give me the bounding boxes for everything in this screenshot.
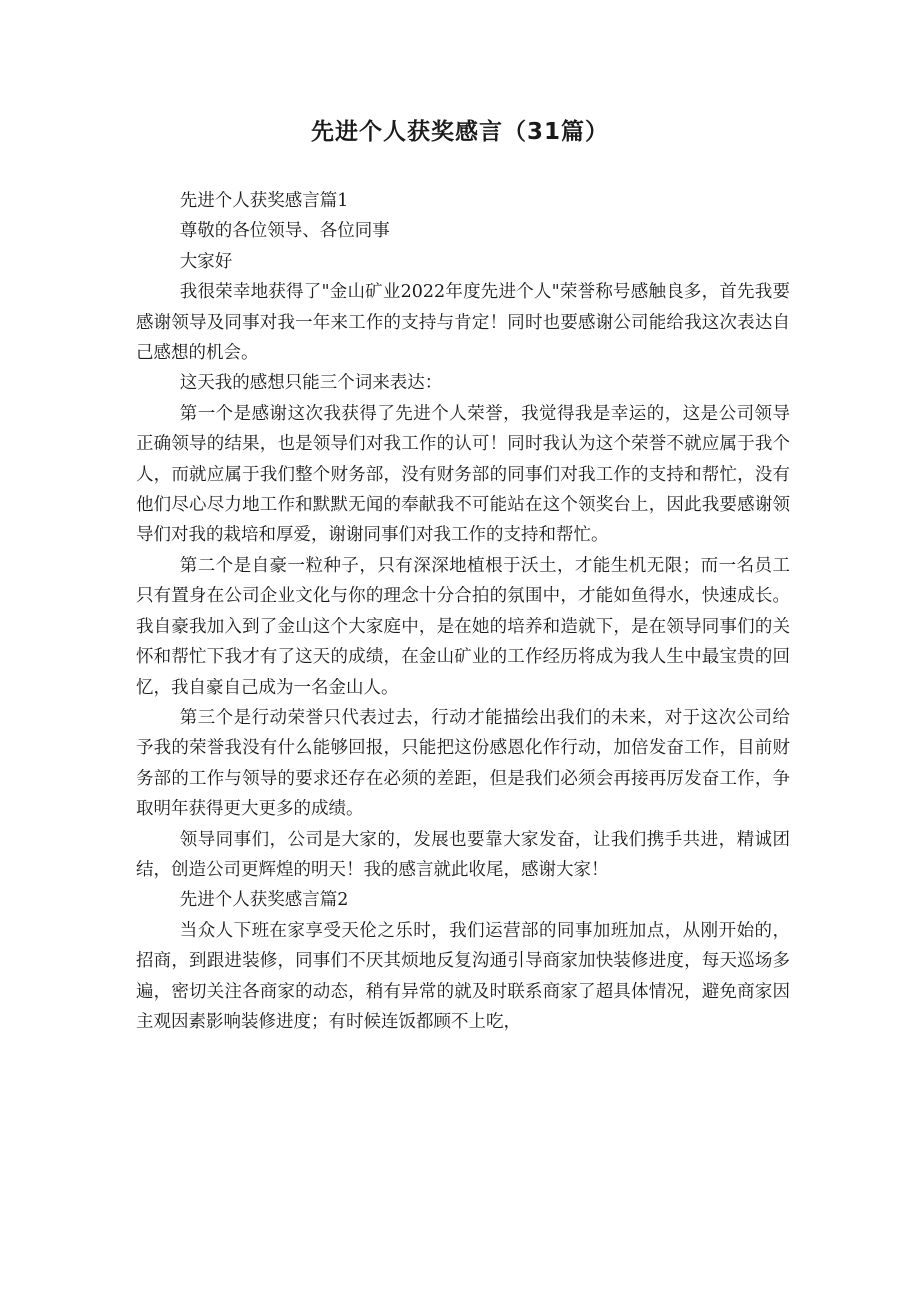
paragraph: 第三个是行动荣誉只代表过去，行动才能描绘出我们的未来，对于这次公司给予我的荣誉我没有什么能够回报，只能把这份感恩化作行动，加倍发奋工作，目前财务部的工作与领导的要求还存在必须的差距，但是我们必须会再接再厉发奋工作，争取明年获得更大更多的成绩。 [136, 707, 790, 820]
paragraph-salutation: 尊敬的各位领导、各位同事 [179, 221, 390, 242]
document-title: 先进个人获奖感言（31篇） [310, 119, 609, 145]
section-heading-1: 先进个人获奖感言篇1 [179, 191, 349, 211]
paragraph: 当众人下班在家享受天伦之乐时，我们运营部的同事加班加点，从刚开始的，招商，到跟进装修，同事们不厌其烦地反复沟通引导商家加快装修进度，每天巡场多遍，密切关注各商家的动态，稍有异常的就及时联系商家了超具体情况，避免商家因主观因素影响装修进度；有时候连饭都顾不上吃， [136, 920, 790, 1032]
paragraph: 领导同事们，公司是大家的，发展也要靠大家发奋，让我们携手共进，精诚团结，创造公司更辉煌的明天！我的感言就此收尾，感谢大家！ [136, 829, 790, 880]
paragraph: 第二个是自豪一粒种子，只有深深地植根于沃土，才能生机无限；而一名员工只有置身在公司企业文化与你的理念十分合拍的氛围中，才能如鱼得水，快速成长。我自豪我加入到了金山这个大家庭中，是在她的培养和造就下，是在领导同事们的关怀和帮忙下我才有了这天的成绩，在金山矿业的工作经历将成为我人生中最宝贵的回忆，我自豪自己成为一名金山人。 [136, 555, 790, 698]
paragraph: 我很荣幸地获得了"金山矿业2022年度先进个人"荣誉称号感触良多，首先我要感谢领导及同事对我一年来工作的支持与肯定！同时也要感谢公司能给我这次表达自己感想的机会。 [136, 282, 790, 364]
paragraph-greeting: 大家好 [179, 251, 233, 272]
document-body [136, 186, 790, 1037]
paragraph: 第一个是感谢这次我获得了先进个人荣誉，我觉得我是幸运的，这是公司领导正确领导的结果，也是领导们对我工作的认可！同时我认为这个荣誉不就应属于我个人，而就应属于我们整个财务部，没有财务部的同事们对我工作的支持和帮忙，没有他们尽心尽力地工作和默默无闻的奉献我不可能站在这个领奖台上，因此我要感谢领导们对我的栽培和厚爱，谢谢同事们对我工作的支持和帮忙。 [136, 403, 790, 546]
paragraph: 这天我的感想只能三个词来表达： [179, 373, 443, 394]
section-heading-2: 先进个人获奖感言篇2 [179, 890, 349, 911]
